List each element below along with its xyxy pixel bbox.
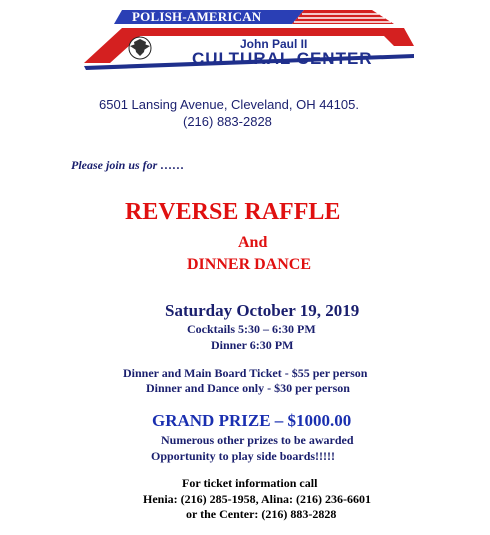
dinner-time: Dinner 6:30 PM <box>211 338 294 352</box>
event-date: Saturday October 19, 2019 <box>165 301 360 320</box>
phone-line: (216) 883-2828 <box>183 114 272 129</box>
logo-name-line: John Paul II <box>240 37 308 51</box>
logo-center-line: CULTURAL CENTER <box>192 49 373 68</box>
event-subtitle: DINNER DANCE <box>187 256 312 273</box>
cultural-center-logo <box>74 6 419 76</box>
side-boards: Opportunity to play side boards!!!!! <box>151 449 336 463</box>
grand-prize: GRAND PRIZE – $1000.00 <box>152 411 352 430</box>
event-title: REVERSE RAFFLE <box>125 199 341 225</box>
event-and: And <box>238 234 268 251</box>
other-prizes: Numerous other prizes to be awarded <box>161 433 354 447</box>
logo-top-text: POLISH-AMERICAN <box>132 9 262 24</box>
ticket-main-board: Dinner and Main Board Ticket - $55 per person <box>123 366 368 380</box>
invite-text: Please join us for …… <box>71 158 185 172</box>
ticket-info-header: For ticket information call <box>182 476 318 490</box>
eagle-icon <box>129 37 151 59</box>
ticket-dance-only: Dinner and Dance only - $30 per person <box>146 381 350 395</box>
address-line: 6501 Lansing Avenue, Cleveland, OH 44105. <box>99 97 359 112</box>
ticket-info-center: or the Center: (216) 883-2828 <box>186 507 337 521</box>
ticket-info-contacts: Henia: (216) 285-1958, Alina: (216) 236-6601 <box>143 492 371 506</box>
cocktails-time: Cocktails 5:30 – 6:30 PM <box>187 322 316 336</box>
